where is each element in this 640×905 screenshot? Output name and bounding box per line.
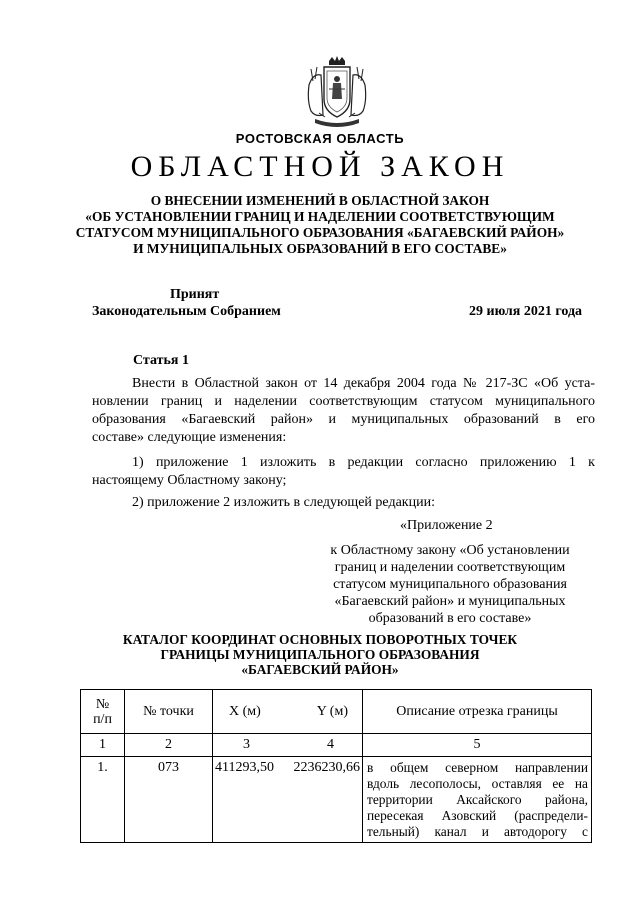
catalog-title-line: ГРАНИЦЫ МУНИЦИПАЛЬНОГО ОБРАЗОВАНИЯ — [160, 647, 480, 662]
article-title: Статья 1 — [133, 353, 189, 368]
coat-of-arms-emblem — [305, 55, 369, 131]
region-name: РОСТОВСКАЯ ОБЛАСТЬ — [235, 131, 405, 146]
adopted-label: Принят — [170, 287, 220, 302]
subject-line: О ВНЕСЕНИИ ИЗМЕНЕНИЙ В ОБЛАСТНОЙ ЗАКОН — [150, 193, 490, 208]
column-number: 5 — [363, 734, 592, 757]
description-line: вдоль лесополосы, оставляя ее на — [367, 776, 588, 791]
appendix-note-line: образований в его составе» — [368, 611, 532, 626]
catalog-title-line: КАТАЛОГ КООРДИНАТ ОСНОВНЫХ ПОВОРОТНЫХ ТОЧЕК — [122, 632, 518, 647]
description-line: тельный) канал и автодорогу с — [367, 824, 588, 839]
article-intro — [92, 375, 595, 447]
description-line: в общем северном направлении — [367, 760, 588, 775]
column-number: 3 — [243, 737, 250, 752]
column-number: 4 — [327, 737, 334, 752]
subject-line: И МУНИЦИПАЛЬНЫХ ОБРАЗОВАНИЙ В ЕГО СОСТАВЕ» — [133, 241, 507, 256]
row-point: 073 — [125, 757, 213, 843]
article-item-2: 2) приложение 2 изложить в следующей редакции: — [132, 495, 435, 510]
subject-line: «ОБ УСТАНОВЛЕНИИ ГРАНИЦ И НАДЕЛЕНИИ СООТВЕТСТВУЮЩИМ — [85, 209, 555, 224]
row-number: 1. — [81, 757, 125, 843]
catalog-title — [40, 632, 600, 677]
appendix-note — [305, 542, 595, 627]
column-number: 2 — [125, 734, 213, 757]
column-number: 1 — [81, 734, 125, 757]
article-item-line: 1) приложение 1 изложить в редакции согласно приложению 1 к — [132, 455, 595, 470]
header-coordinates — [213, 690, 363, 734]
description-line: территории Аксайского района, — [367, 792, 588, 807]
law-subject — [60, 193, 580, 257]
appendix-note-line: статусом муниципального образования — [333, 577, 567, 592]
description-line: пересекая Азовский (распредели- — [367, 808, 588, 823]
row-x: 411293,50 — [215, 760, 274, 775]
article-intro-line: составе» следующие изменения: — [92, 430, 287, 445]
header-description: Описание отрезка границы — [363, 690, 592, 734]
appendix-note-line: границ и наделении соответствующим — [334, 560, 566, 575]
column-number-pair — [213, 734, 363, 757]
table-header-row — [81, 690, 592, 734]
header-y: Y (м) — [316, 704, 348, 719]
coordinates-table — [80, 689, 592, 843]
article-intro-line: Внести в Областной закон от 14 декабря 2004 года № 217-ЗС «Об уста- — [132, 376, 595, 391]
adopted-by: Законодательным Собранием — [92, 304, 281, 319]
column-number-row — [81, 734, 592, 757]
row-description — [363, 757, 592, 843]
table-row — [81, 757, 592, 843]
appendix-note-line: к Областному закону «Об установлении — [330, 543, 570, 558]
subject-line: СТАТУСОМ МУНИЦИПАЛЬНОГО ОБРАЗОВАНИЯ «БАГАЕВСКИЙ РАЙОН» — [75, 225, 565, 240]
row-coordinates — [213, 757, 363, 843]
catalog-title-line: «БАГАЕВСКИЙ РАЙОН» — [241, 662, 399, 677]
appendix-title: «Приложение 2 — [400, 518, 493, 533]
article-intro-line: новлении границ и наделении соответствующим статусом муниципального — [92, 394, 595, 409]
law-title: ОБЛАСТНОЙ ЗАКОН — [130, 150, 510, 183]
header-point-number: № точки — [125, 690, 213, 734]
row-y: 2236230,66 — [293, 760, 360, 775]
appendix-note-line: «Багаевский район» и муниципальных — [334, 594, 566, 609]
adoption-date: 29 июля 2021 года — [469, 304, 583, 319]
header-x: X (м) — [229, 704, 261, 719]
article-item-1 — [92, 454, 595, 490]
article-item-line: настоящему Областному закону; — [92, 473, 287, 488]
header-row-number: № п/п — [81, 690, 125, 734]
article-intro-line: образования «Багаевский район» и муниципальных образований в его — [92, 412, 595, 427]
